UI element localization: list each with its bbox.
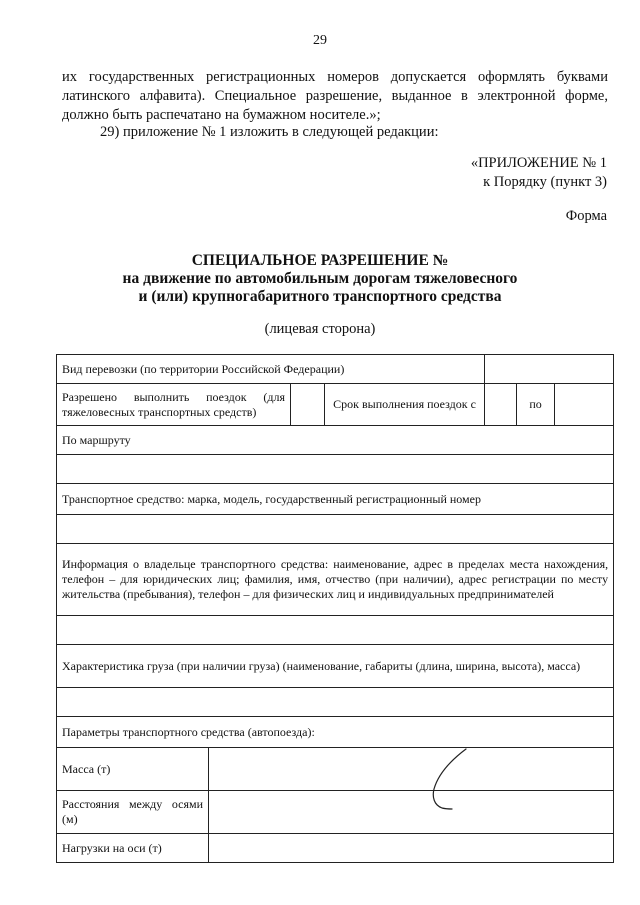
page-number: 29 [313,33,327,48]
transport-type-value[interactable] [485,355,614,384]
owner-info-value[interactable] [57,616,614,645]
cargo-value[interactable] [57,688,614,717]
axle-distance-value[interactable] [209,791,614,834]
appendix-header [471,154,607,192]
cargo-label: Характеристика груза (при наличии груза) (наименование, габариты (длина, ширина, высота), масса) [57,645,614,688]
transport-type-label: Вид перевозки (по территории Российской Федерации) [57,355,485,384]
document-title [0,252,640,306]
vehicle-label: Транспортное средство: марка, модель, государственный регистрационный номер [57,484,614,515]
appendix-line-1: «ПРИЛОЖЕНИЕ № 1 [470,155,607,171]
trips-allowed-value[interactable] [291,384,325,426]
intro-line-1: их государственных регистрационных номеров допускается оформлять буквами [62,69,608,85]
appendix-line-2: к Порядку (пункт 3) [483,174,607,190]
trip-period-to-label: по [517,384,555,426]
intro-line-2: латинского алфавита). Специальное разрешение, выданное в электронной форме, [62,88,608,104]
permit-form-table [56,354,614,863]
route-value[interactable] [57,455,614,484]
title-line-3: и (или) крупногабаритного транспортного средства [138,288,502,305]
axle-distance-label: Расстояния между осями (м) [57,791,209,834]
side-label: (лицевая сторона) [264,321,376,337]
owner-info-label: Информация о владельце транспортного средства: наименование, адрес в пределах места нахождения, телефон – для юридических лиц; фамилия, имя, отчество (при наличии), адрес регистрации по месту жительства (пребывания), телефон – для физических лиц и индивидуальных предпринимателей [57,544,614,616]
trips-allowed-label: Разрешено выполнить поездок (для тяжеловесных транспортных средств) [57,384,291,426]
intro-line-3: должно быть распечатано на бумажном носителе.»; [62,107,381,123]
axle-load-label: Нагрузки на оси (т) [57,834,209,863]
mass-value[interactable] [209,748,614,791]
trip-period-to-value[interactable] [555,384,614,426]
vehicle-value[interactable] [57,515,614,544]
mass-label: Масса (т) [57,748,209,791]
intro-paragraph [62,68,608,125]
title-line-2: на движение по автомобильным дорогам тяжеловесного [122,270,518,287]
route-label: По маршруту [57,426,614,455]
handwritten-mark [420,745,470,815]
title-line-1: СПЕЦИАЛЬНОЕ РАЗРЕШЕНИЕ № [191,252,449,269]
trip-period-from-value[interactable] [485,384,517,426]
vehicle-params-label: Параметры транспортного средства (автопоезда): [57,717,614,748]
axle-load-value[interactable] [209,834,614,863]
item-29-text: 29) приложение № 1 изложить в следующей редакции: [100,124,439,140]
form-label: Форма [565,208,607,224]
trip-period-label: Срок выполнения поездок с [325,384,485,426]
